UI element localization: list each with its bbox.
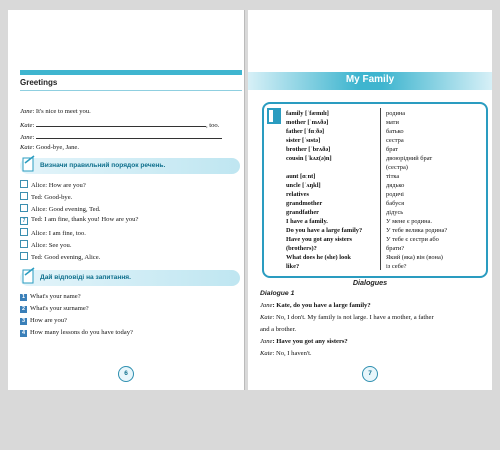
vocab-translation: мати [386,119,399,126]
vocab-english: uncle [ˈʌŋkl] [286,182,321,189]
question-number: 4 [21,330,26,336]
task-answer-label: Дай відповіді на запитання. [40,274,131,281]
question-number: 1 [21,294,26,300]
greeting-line-2: Kate: , too. [20,122,220,129]
vocabulary-box [262,102,488,278]
vocab-english: brother [ˈbrʌðə] [286,146,331,153]
vocab-translation: родичі [386,191,404,198]
order-item: 7 Ted: I am fine, thank you! How are you? [20,216,138,225]
question-item: 4 How many lessons do you have today? [21,329,133,336]
order-checkbox[interactable] [20,204,28,212]
vocab-translation: бабуся [386,200,405,207]
vocab-english: Do you have a large family? [286,227,363,234]
dialogue-1-title: Dialogue 1 [260,290,295,297]
page-number: 6 [118,366,134,382]
vocab-translation: брати? [386,245,405,252]
answer-blank[interactable] [36,120,206,127]
right-page [248,10,492,390]
vocab-english: cousin [ˈkʌz(ə)n] [286,155,332,162]
vocab-english: Have you got any sisters [286,236,353,243]
question-number: 2 [21,306,26,312]
order-item: Alice: I am fine, too. [20,228,86,237]
vocab-english: (brothers)? [286,245,317,252]
vocab-translation: дядько [386,182,405,189]
order-checkbox[interactable] [20,180,28,188]
question-item: 2 What's your surname? [21,305,89,312]
dialogue-line: Kate: No, I haven't. [260,350,312,357]
vocab-translation: із себе? [386,263,407,270]
left-page [8,10,245,390]
vocab-translation: У мене є родина. [386,218,432,225]
order-checkbox[interactable] [20,252,28,260]
task-answer-header [20,270,240,286]
vocab-translation: тітка [386,173,400,180]
order-item: Alice: How are you? [20,180,86,189]
column-divider [380,108,381,270]
greeting-line-3: Jane: [20,132,222,141]
task-order-label: Визначи правильний порядок речень. [40,162,166,169]
answer-blank[interactable] [36,132,222,139]
greetings-underline [20,90,242,91]
book-icon [267,108,281,124]
task-order-header [20,158,240,174]
pencil-note-icon [22,267,36,285]
dialogue-line: and a brother. [260,326,297,333]
question-item: 1 What's your name? [21,293,81,300]
dialogues-title: Dialogues [352,278,388,287]
order-checkbox[interactable] [20,228,28,236]
vocab-english: sister [ˈsɪstə] [286,137,321,144]
vocab-english: mother [ˈmʌðə] [286,119,329,126]
order-checkbox[interactable] [20,240,28,248]
order-item: Alice: Good evening, Ted. [20,204,101,213]
vocab-english: I have a family. [286,218,328,225]
dialogue-line: Kate: No, I don't. My family is not large. I have a mother, a father [260,314,434,321]
greetings-accent-bar [20,70,242,75]
order-item: Ted: Good evening, Alice. [20,252,100,261]
vocab-english: father [ˈfɑːðə] [286,128,325,135]
vocab-translation: дідусь [386,209,404,216]
dialogue-line: Jane: Kate, do you have a large family? [260,302,371,309]
vocab-translation: батько [386,128,404,135]
vocab-translation: У тебе є сестри або [386,236,439,243]
vocab-translation: У тебе велика родина? [386,227,448,234]
vocab-translation: (сестра) [386,164,408,171]
question-number: 3 [21,318,26,324]
vocab-english: grandfather [286,209,320,216]
greetings-title: Greetings [20,78,58,87]
vocab-english: like? [286,263,300,270]
vocab-translation: Який (яка) він (вона) [386,254,443,261]
vocab-translation: родина [386,110,406,117]
vocab-english: aunt [ɑːnt] [286,173,316,180]
title-band [248,72,492,90]
pencil-note-icon [22,155,36,173]
vocab-english: family [ˈfæmɪlɪ] [286,110,329,117]
page-title: My Family [345,74,395,85]
dialogue-line: Jane: Have you got any sisters? [260,338,348,345]
vocab-translation: двоюрідний брат [386,155,433,162]
vocab-translation: брат [386,146,398,153]
page-number: 7 [362,366,378,382]
order-item: Ted: Good-bye. [20,192,72,201]
vocab-english: relatives [286,191,309,198]
vocab-translation: сестра [386,137,404,144]
vocab-english: grandmother [286,200,323,207]
question-item: 3 How are you? [21,317,67,324]
vocab-english: What does he (she) look [286,254,351,261]
greeting-line-4: Kate: Good-bye, Jane. [20,144,79,151]
order-checkbox[interactable] [20,192,28,200]
order-checkbox[interactable]: 7 [20,217,28,225]
greeting-line-1: Jane: It's nice to meet you. [20,108,91,115]
order-item: Alice: See you. [20,240,71,249]
